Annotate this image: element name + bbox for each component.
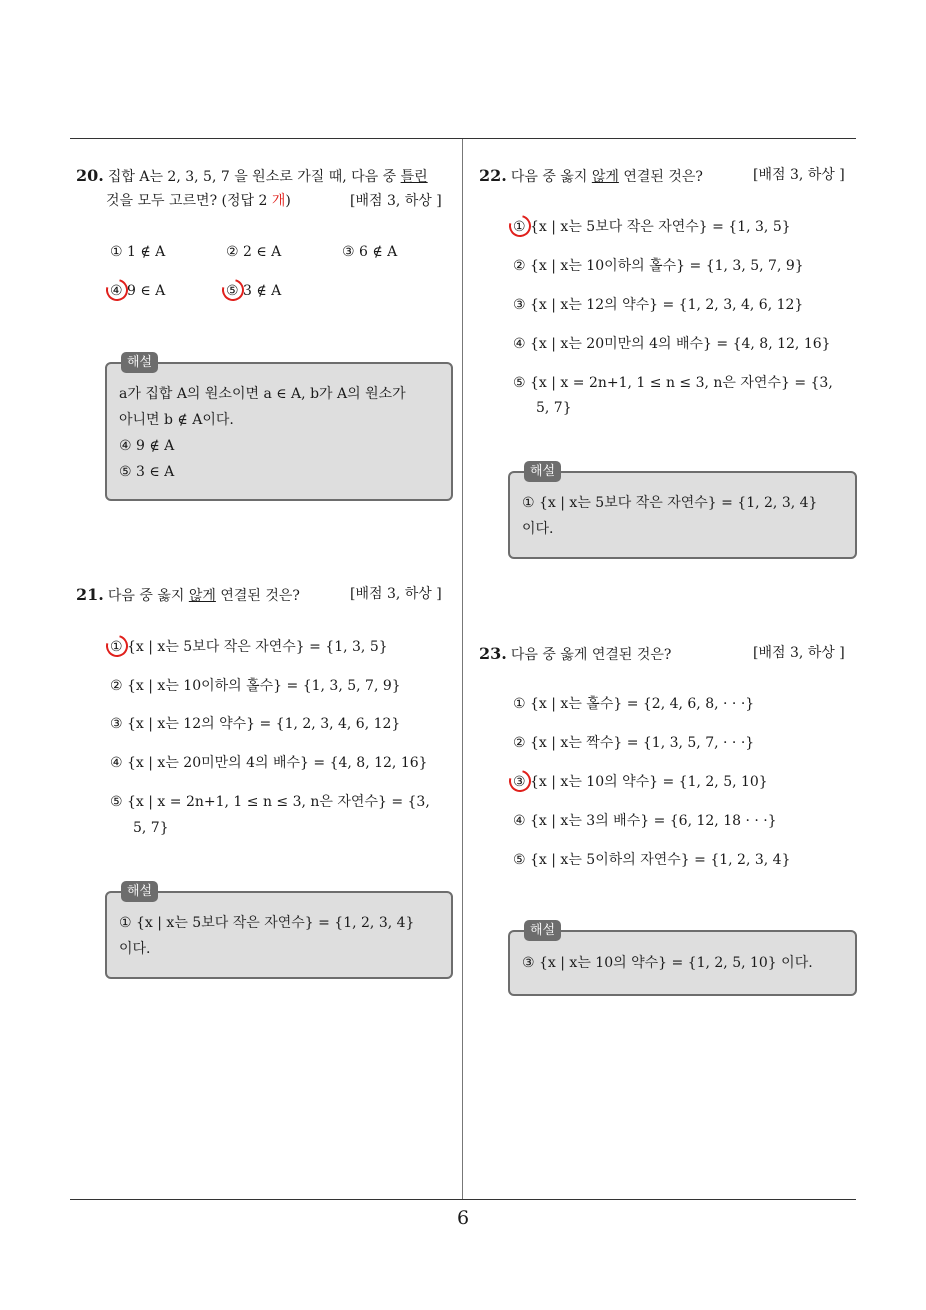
question-score: [배점 3, 하상 ] [350, 193, 442, 209]
option-4[interactable]: ④ {x | x는 20미만의 4의 배수} = {4, 8, 12, 16} [110, 755, 428, 771]
solution-line: 이다. [522, 521, 554, 537]
question-score: [배점 3, 하상 ] [753, 645, 845, 661]
question-23-line1: 23. 다음 중 옳게 연결된 것은? [479, 644, 672, 663]
question-22-line1: 22. 다음 중 옳지 않게 연결된 것은? [479, 166, 703, 185]
option-5-continued: 5, 7} [536, 400, 572, 416]
option-1[interactable]: ① 1 ∉ A [110, 244, 166, 260]
bottom-rule [70, 1199, 856, 1200]
solution-label: 해설 [121, 881, 158, 902]
solution-box [508, 464, 857, 559]
question-number: 20. [76, 166, 104, 185]
option-5-continued: 5, 7} [133, 820, 169, 836]
solution-line: ① {x | x는 5보다 작은 자연수} = {1, 2, 3, 4} [522, 495, 818, 511]
option-3[interactable]: ③ 6 ∉ A [342, 244, 398, 260]
solution-line: ③ {x | x는 10의 약수} = {1, 2, 5, 10} 이다. [522, 955, 813, 971]
solution-line: 아니면 b ∉ A이다. [119, 412, 234, 428]
question-number: 22. [479, 166, 507, 185]
option-4[interactable]: ④ {x | x는 3의 배수} = {6, 12, 18 · · ·} [513, 813, 777, 829]
column-divider [462, 139, 463, 1199]
option-2[interactable]: ② {x | x는 10이하의 홀수} = {1, 3, 5, 7, 9} [110, 678, 401, 694]
option-3[interactable]: ③ {x | x는 12의 약수} = {1, 2, 3, 4, 6, 12} [110, 716, 401, 732]
solution-line: 이다. [119, 941, 151, 957]
question-number: 21. [76, 585, 104, 604]
solution-box [105, 355, 453, 501]
question-number: 23. [479, 644, 507, 663]
page-number: 6 [456, 1207, 470, 1229]
option-2[interactable]: ② 2 ∈ A [226, 244, 282, 260]
option-4[interactable]: ④ {x | x는 20미만의 4의 배수} = {4, 8, 12, 16} [513, 336, 831, 352]
option-4[interactable]: ④ 9 ∈ A [110, 283, 166, 299]
option-1[interactable]: ① {x | x는 5보다 작은 자연수} = {1, 3, 5} [110, 639, 388, 655]
solution-line: ⑤ 3 ∈ A [119, 464, 175, 480]
question-20-line2: 것을 모두 고르면? (정답 2 개) [106, 193, 291, 209]
solution-box [508, 923, 857, 996]
question-20-line1: 20. 집합 A는 2, 3, 5, 7 을 원소로 가질 때, 다음 중 틀린 [76, 166, 428, 185]
option-5[interactable]: ⑤ {x | x = 2n+1, 1 ≤ n ≤ 3, n은 자연수} = {3, [513, 375, 833, 391]
option-5[interactable]: ⑤ 3 ∉ A [226, 283, 282, 299]
option-5[interactable]: ⑤ {x | x는 5이하의 자연수} = {1, 2, 3, 4} [513, 852, 791, 868]
option-3[interactable]: ③ {x | x는 12의 약수} = {1, 2, 3, 4, 6, 12} [513, 297, 804, 313]
option-1[interactable]: ① {x | x는 홀수} = {2, 4, 6, 8, · · ·} [513, 696, 755, 712]
solution-line: ① {x | x는 5보다 작은 자연수} = {1, 2, 3, 4} [119, 915, 415, 931]
question-21-line1: 21. 다음 중 옳지 않게 연결된 것은? [76, 585, 300, 604]
option-5[interactable]: ⑤ {x | x = 2n+1, 1 ≤ n ≤ 3, n은 자연수} = {3, [110, 794, 430, 810]
option-3[interactable]: ③ {x | x는 10의 약수} = {1, 2, 5, 10} [513, 774, 768, 790]
question-score: [배점 3, 하상 ] [753, 167, 845, 183]
solution-label: 해설 [524, 461, 561, 482]
option-2[interactable]: ② {x | x는 10이하의 홀수} = {1, 3, 5, 7, 9} [513, 258, 804, 274]
top-rule [70, 138, 856, 139]
solution-label: 해설 [524, 920, 561, 941]
question-score: [배점 3, 하상 ] [350, 586, 442, 602]
solution-label: 해설 [121, 352, 158, 373]
solution-line: ④ 9 ∉ A [119, 438, 175, 454]
solution-box [105, 884, 453, 979]
option-2[interactable]: ② {x | x는 짝수} = {1, 3, 5, 7, · · ·} [513, 735, 755, 751]
solution-line: a가 집합 A의 원소이면 a ∈ A, b가 A의 원소가 [119, 386, 406, 402]
option-1[interactable]: ① {x | x는 5보다 작은 자연수} = {1, 3, 5} [513, 219, 791, 235]
